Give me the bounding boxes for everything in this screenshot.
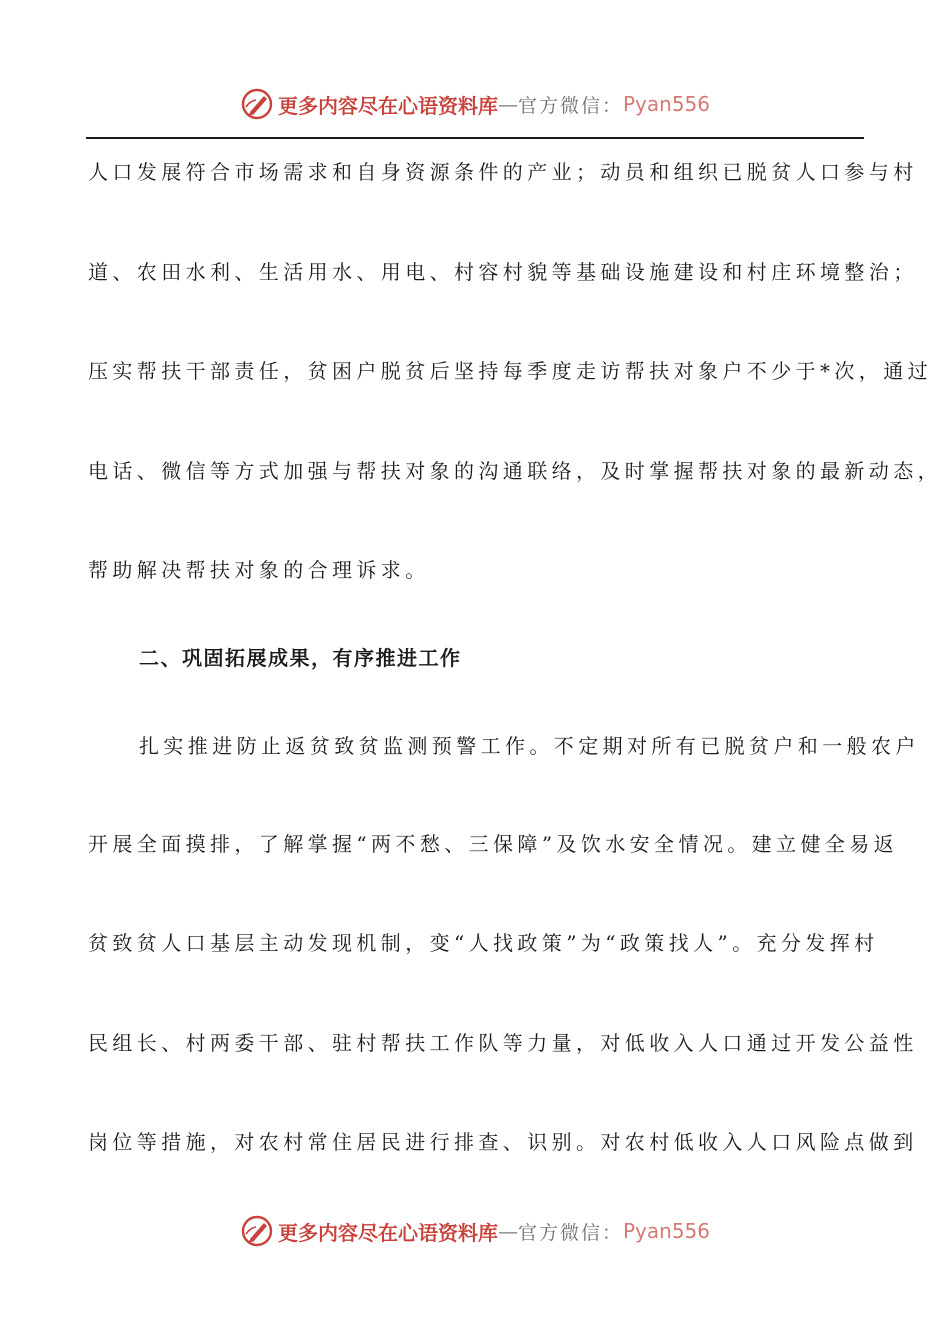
watermark-header bbox=[0, 84, 950, 124]
body-line-3: 压实帮扶干部责任，贫困户脱贫后坚持每季度走访帮扶对象户不少于*次，通过 bbox=[88, 359, 932, 383]
body-line-6: 扎实推进防止返贫致贫监测预警工作。不定期对所有已脱贫户和一般农户 bbox=[139, 734, 920, 758]
pen-circle-logo-icon bbox=[240, 1214, 274, 1248]
watermark-brand: 更多内容尽在心语资料库 bbox=[277, 1220, 498, 1245]
watermark-label: 官方微信： bbox=[517, 1221, 623, 1244]
pen-circle-logo-icon bbox=[240, 87, 274, 121]
watermark-account: Pyan556 bbox=[623, 92, 711, 116]
watermark-account: Pyan556 bbox=[623, 1219, 711, 1243]
body-line-2: 道、农田水利、生活用水、用电、村容村貌等基础设施建设和村庄环境整治； bbox=[88, 260, 918, 284]
body-line-7: 开展全面摸排，了解掌握“两不愁、三保障”及饮水安全情况。建立健全易返 bbox=[88, 832, 899, 856]
body-line-1: 人口发展符合市场需求和自身资源条件的产业；动员和组织已脱贫人口参与村 bbox=[88, 160, 918, 184]
watermark-footer bbox=[0, 1211, 950, 1251]
watermark-separator: — bbox=[497, 1219, 518, 1243]
body-line-4: 电话、微信等方式加强与帮扶对象的沟通联络，及时掌握帮扶对象的最新动态， bbox=[88, 459, 942, 483]
body-line-10: 岗位等措施，对农村常住居民进行排查、识别。对农村低收入人口风险点做到 bbox=[88, 1130, 918, 1154]
section-heading: 二、巩固拓展成果，有序推进工作 bbox=[139, 646, 462, 670]
body-line-8: 贫致贫人口基层主动发现机制，变“人找政策”为“政策找人”。充分发挥村 bbox=[88, 931, 879, 955]
watermark-separator: — bbox=[497, 92, 518, 116]
body-line-5: 帮助解决帮扶对象的合理诉求。 bbox=[88, 558, 430, 582]
watermark-label: 官方微信： bbox=[517, 94, 623, 117]
watermark-brand: 更多内容尽在心语资料库 bbox=[277, 93, 498, 118]
header-divider bbox=[86, 137, 864, 139]
body-line-9: 民组长、村两委干部、驻村帮扶工作队等力量，对低收入人口通过开发公益性 bbox=[88, 1031, 918, 1055]
